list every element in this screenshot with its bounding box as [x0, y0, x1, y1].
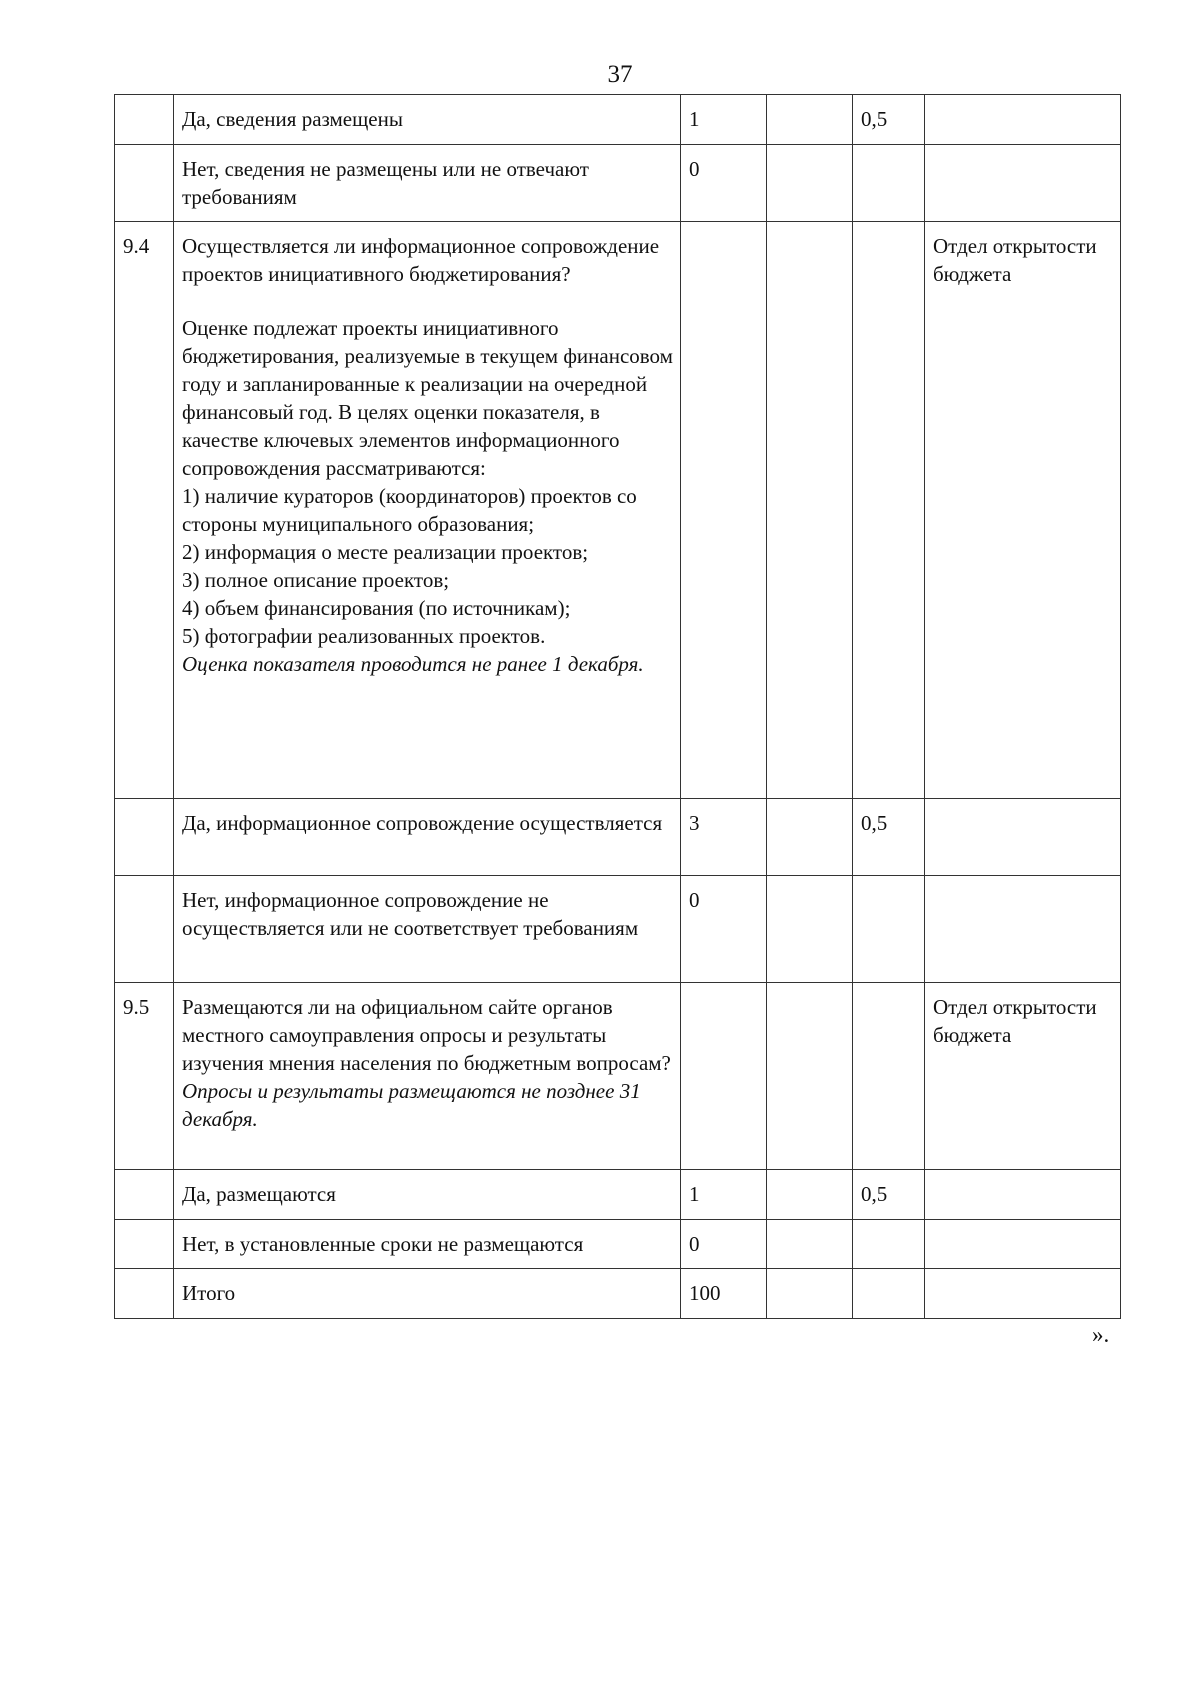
empty-cell — [767, 145, 853, 222]
table-row — [115, 1220, 1121, 1269]
row-number — [115, 876, 174, 983]
answer-text: Нет, сведения не размещены или не отвечают требованиям — [174, 145, 681, 222]
list-item: 1) наличие кураторов (координаторов) проектов со стороны муниципального образования; — [182, 484, 637, 536]
question-cell — [174, 222, 681, 799]
table-row — [115, 1170, 1121, 1220]
empty-cell — [681, 983, 767, 1170]
score-cell: 3 — [681, 799, 767, 876]
question-text: Размещаются ли на официальном сайте органов местного самоуправления опросы и результаты изучения мнения населения по бюджетным вопросам? — [182, 995, 671, 1075]
coefficient-cell — [853, 1220, 925, 1269]
row-number: 9.5 — [115, 983, 174, 1170]
deadline-note: Оценка показателя проводится не ранее 1 декабря. — [182, 652, 644, 676]
empty-cell — [767, 1170, 853, 1220]
score-cell: 1 — [681, 1170, 767, 1220]
row-number — [115, 1170, 174, 1220]
department-cell — [925, 799, 1121, 876]
answer-text: Да, размещаются — [174, 1170, 681, 1220]
closing-quote: ». — [1092, 1322, 1110, 1347]
row-number — [115, 799, 174, 876]
department-cell — [925, 1170, 1121, 1220]
table-row — [115, 222, 1121, 799]
empty-cell — [767, 1220, 853, 1269]
table-row — [115, 983, 1121, 1170]
criteria-table — [114, 94, 1121, 1319]
list-item: 5) фотографии реализованных проектов. — [182, 624, 546, 648]
row-number — [115, 1269, 174, 1319]
coefficient-cell — [853, 876, 925, 983]
question-text: Осуществляется ли информационное сопровождение проектов инициативного бюджетирования? — [182, 234, 660, 286]
coefficient-cell: 0,5 — [853, 95, 925, 145]
empty-cell — [853, 222, 925, 799]
empty-cell — [767, 1269, 853, 1319]
coefficient-cell — [853, 1269, 925, 1319]
department-cell — [925, 1220, 1121, 1269]
department-cell — [925, 145, 1121, 222]
row-number — [115, 95, 174, 145]
answer-text: Нет, информационное сопровождение не осуществляется или не соответствует требованиям — [174, 876, 681, 983]
department-cell: Отдел открытости бюджета — [925, 222, 1121, 799]
answer-text: Да, информационное сопровождение осуществляется — [174, 799, 681, 876]
empty-cell — [767, 95, 853, 145]
deadline-note: Опросы и результаты размещаются не позднее 31 декабря. — [182, 1079, 641, 1131]
score-cell: 1 — [681, 95, 767, 145]
table-row — [115, 95, 1121, 145]
table-row — [115, 1269, 1121, 1319]
department-cell: Отдел открытости бюджета — [925, 983, 1121, 1170]
empty-cell — [767, 222, 853, 799]
row-number — [115, 1220, 174, 1269]
department-cell — [925, 95, 1121, 145]
empty-cell — [767, 983, 853, 1170]
list-item: 4) объем финансирования (по источникам); — [182, 596, 571, 620]
total-label: Итого — [174, 1269, 681, 1319]
table-row — [115, 876, 1121, 983]
question-cell — [174, 983, 681, 1170]
row-number: 9.4 — [115, 222, 174, 799]
list-item: 2) информация о месте реализации проектов; — [182, 540, 589, 564]
empty-cell — [853, 983, 925, 1170]
total-score: 100 — [681, 1269, 767, 1319]
list-item: 3) полное описание проектов; — [182, 568, 450, 592]
empty-cell — [767, 876, 853, 983]
score-cell: 0 — [681, 876, 767, 983]
empty-cell — [767, 799, 853, 876]
answer-text: Нет, в установленные сроки не размещаются — [174, 1220, 681, 1269]
empty-cell — [681, 222, 767, 799]
department-cell — [925, 1269, 1121, 1319]
score-cell: 0 — [681, 1220, 767, 1269]
answer-text: Да, сведения размещены — [174, 95, 681, 145]
coefficient-cell: 0,5 — [853, 799, 925, 876]
score-cell: 0 — [681, 145, 767, 222]
department-cell — [925, 876, 1121, 983]
question-note: Оценке подлежат проекты инициативного бюджетирования, реализуемые в текущем финансовом году и запланированные к реализации на очередной финансовый год. В целях оценки показателя, в качестве ключевых элементов информационного сопровождения рассматриваются: — [182, 316, 673, 480]
coefficient-cell: 0,5 — [853, 1170, 925, 1220]
table-row — [115, 799, 1121, 876]
table-row — [115, 145, 1121, 222]
row-number — [115, 145, 174, 222]
coefficient-cell — [853, 145, 925, 222]
page-number: 37 — [607, 61, 633, 88]
